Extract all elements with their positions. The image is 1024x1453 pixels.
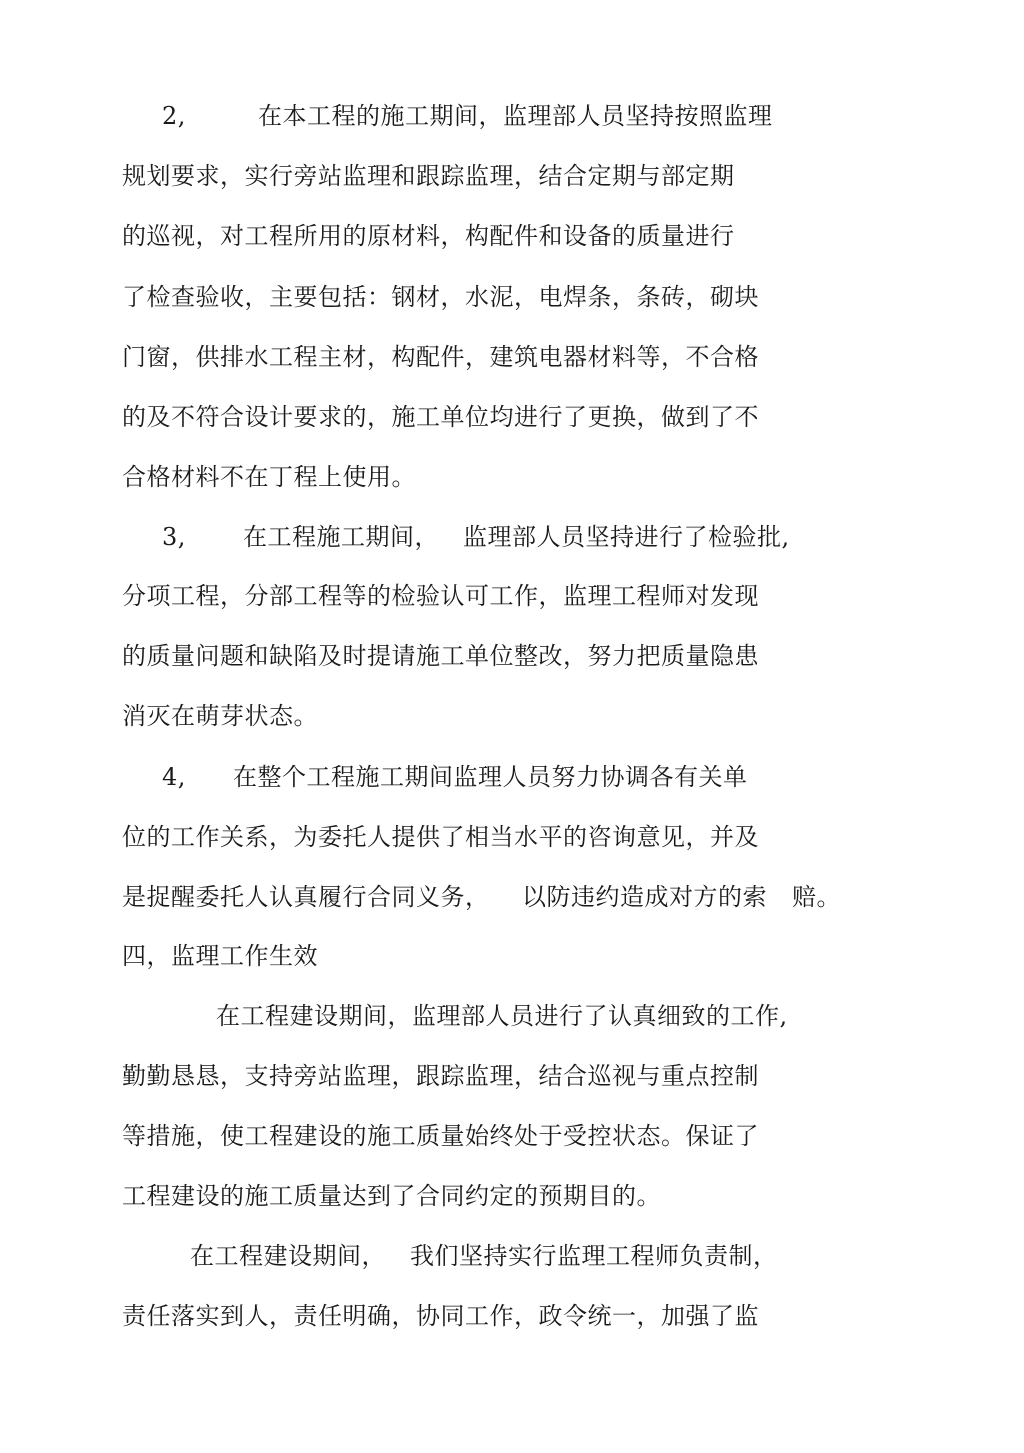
item-4-number: 4, (162, 763, 186, 791)
item-3-line-1a: 在工程施工期间， (243, 523, 439, 551)
item-4-line-3b: 以防违约造成对方的索 (522, 883, 767, 911)
item-3-line-1b: 监理部人员坚持进行了检验批, (463, 523, 790, 551)
item-2-line-2: 规划要求，实行旁站监理和跟踪监理，结合定期与部定期 (122, 162, 735, 190)
item-2-line-5: 门窗，供排水工程主材，构配件，建筑电器材料等，不合格 (122, 343, 759, 371)
para-2-line-1a: 在工程建设期间， (190, 1242, 386, 1270)
item-2-line-3: 的巡视，对工程所用的原材料，构配件和设备的质量进行 (122, 222, 735, 250)
item-4-line-3a: 是捉醒委托人认真履行合同义务， (122, 883, 490, 911)
item-4-line-3c: 赔。 (792, 883, 841, 911)
item-3-line-2: 分项工程，分部工程等的检验认可工作，监理工程师对发现 (122, 582, 759, 610)
item-3-line-3: 的质量问题和缺陷及时提请施工单位整改，努力把质量隐患 (122, 642, 759, 670)
para-1-line-3: 等措施，使工程建设的施工质量始终处于受控状态。保证了 (122, 1122, 759, 1150)
para-2-line-1b: 我们坚持实行监理工程师负责制， (410, 1242, 778, 1270)
item-4-line-1: 在整个工程施工期间监理人员努力协调各有关单 (233, 763, 748, 791)
para-1-line-2: 勤勤恳恳，支持旁站监理，跟踪监理，结合巡视与重点控制 (122, 1062, 759, 1090)
item-2-line-7: 合格材料不在丁程上使用。 (122, 463, 416, 491)
item-4-line-2: 位的工作关系，为委托人提供了相当水平的咨询意见，并及 (122, 823, 759, 851)
item-3-number: 3, (162, 523, 186, 551)
item-2-line-6: 的及不符合设计要求的，施工单位均进行了更换，做到了不 (122, 403, 759, 431)
para-1-line-1: 在工程建设期间，监理部人员进行了认真细致的工作, (216, 1002, 788, 1030)
para-2-line-2: 责任落实到人，责任明确，协同工作，政令统一，加强了监 (122, 1302, 759, 1330)
item-2-line-4: 了检查验收，主要包括：钢材，水泥，电焊条，条砖，砌块 (122, 283, 759, 311)
item-2-line-1: 在本工程的施工期间，监理部人员坚持按照监理 (258, 102, 773, 130)
item-2-number: 2, (162, 102, 186, 130)
item-3-line-4: 消灭在萌芽状态。 (122, 702, 318, 730)
para-1-line-4: 工程建设的施工质量达到了合同约定的预期目的。 (122, 1182, 661, 1210)
section-heading: 四，监理工作生效 (122, 942, 318, 970)
